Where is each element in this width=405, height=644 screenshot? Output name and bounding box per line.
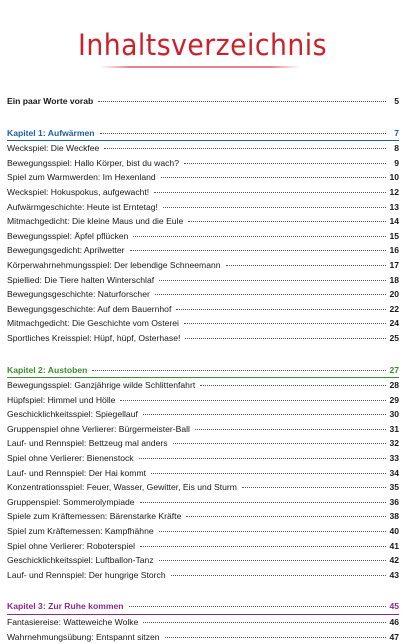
toc-entry-label: Spiel ohne Verlierer: Roboterspiel [7, 540, 136, 551]
toc-entry-row[interactable] [7, 436, 399, 451]
toc-page-number: 41 [389, 540, 399, 551]
toc-entry-label: Weckspiel: Die Weckfee [7, 143, 100, 154]
dot-leader [140, 540, 386, 547]
toc-page-number: 15 [389, 230, 399, 241]
toc-page-number: 14 [389, 216, 399, 227]
toc-page-number: 32 [389, 438, 399, 449]
chapter-heading-label: Kapitel 3: Zur Ruhe kommen [7, 601, 124, 612]
toc-page-number: 16 [389, 245, 399, 256]
chapter-page-number: 45 [389, 601, 399, 612]
toc-entry-row[interactable] [7, 509, 399, 524]
dot-leader [176, 303, 386, 310]
dot-leader [159, 554, 386, 561]
toc-entry-label: Mitmachgedicht: Die Geschichte vom Osterei [7, 318, 179, 329]
toc-entry-row[interactable] [7, 156, 399, 171]
page-title: Inhaltsverzeichnis [78, 28, 327, 62]
toc-entry-label: Geschicklichkeitsspiel: Luftballon-Tanz [7, 555, 154, 566]
dot-leader [130, 244, 386, 251]
chapter-heading-row[interactable] [7, 599, 399, 614]
dot-leader [159, 525, 386, 532]
dot-leader [98, 95, 386, 102]
toc-entry-label: Fantasiereise: Watteweiche Wolke [7, 617, 139, 627]
toc-page-number: 28 [389, 380, 399, 391]
toc-entry-label: Konzentrationsspiel: Feuer, Wasser, Gewitter, Eis und Sturm [7, 482, 237, 493]
toc-entry-row[interactable] [7, 258, 399, 273]
toc-entry-row[interactable] [7, 302, 399, 317]
toc-entry-row[interactable] [7, 378, 399, 393]
dot-leader [151, 467, 386, 474]
toc-page-number: 46 [389, 617, 399, 627]
toc-entry-label: Bewegungsspiel: Äpfel pflücken [7, 230, 129, 241]
toc-entry-label: Weckspiel: Hokuspokus, aufgewacht! [7, 186, 150, 197]
toc-entry-label: Wahrnehmungsübung: Entspannt sitzen [7, 631, 160, 642]
chapter-entries [7, 378, 399, 582]
dot-leader [140, 496, 386, 503]
toc-entry-label: Spiellied: Die Tiere halten Winterschlaf [7, 274, 155, 285]
toc-entry-label: Bewegungsgeschichte: Naturforscher [7, 289, 150, 300]
dot-leader [139, 452, 386, 459]
toc-entry-row[interactable] [7, 229, 399, 244]
toc-entry-row[interactable] [7, 630, 399, 644]
dot-leader [154, 186, 386, 193]
dot-leader [242, 481, 386, 488]
toc-entry-label: Lauf- und Rennspiel: Der hungrige Storch [7, 569, 166, 580]
toc-entry-row[interactable] [7, 243, 399, 258]
dot-leader [104, 142, 386, 149]
dot-leader [195, 423, 386, 430]
dot-leader [161, 171, 386, 178]
toc-section-1 [7, 125, 399, 346]
toc-page-number: 25 [389, 332, 399, 343]
chapter-page-number: 27 [389, 364, 399, 375]
toc-page-number: 31 [389, 423, 399, 434]
toc-page-number: 8 [394, 143, 399, 154]
toc-entry-label: Gruppenspiel ohne Verlierer: Bürgermeister-Ball [7, 423, 190, 434]
toc-entry-label: Sportliches Kreisspiel: Hüpf, hüpf, Osterhase! [7, 332, 181, 343]
toc-page-number: 29 [389, 394, 399, 405]
toc-entry-label: Bewegungsspiel: Hallo Körper, bist du wach? [7, 157, 179, 168]
toc-intro-row[interactable] [7, 94, 399, 109]
table-of-contents [7, 94, 399, 644]
toc-entry-row[interactable] [7, 185, 399, 200]
toc-page-number: 47 [389, 631, 399, 642]
dot-leader [171, 569, 386, 576]
toc-page-number: 36 [389, 496, 399, 507]
toc-entry-row[interactable] [7, 331, 399, 346]
toc-entry-row[interactable] [7, 524, 399, 539]
toc-entry-row[interactable] [7, 466, 399, 481]
toc-entry-row[interactable] [7, 141, 399, 156]
dot-leader [143, 616, 386, 623]
toc-page-number: 43 [389, 569, 399, 580]
toc-entry-row[interactable] [7, 407, 399, 422]
title-underline [100, 66, 300, 68]
section-gap [7, 582, 399, 598]
toc-page-number: 38 [389, 511, 399, 522]
toc-entry-row[interactable] [7, 200, 399, 215]
dot-leader [200, 379, 386, 386]
chapter-heading-label: Kapitel 1: Aufwärmen [7, 127, 95, 138]
toc-page-number: 9 [394, 157, 399, 168]
dot-leader [155, 288, 386, 295]
chapter-heading-row[interactable] [7, 126, 399, 141]
dot-leader [133, 230, 386, 237]
toc-entry-row[interactable] [7, 170, 399, 185]
toc-entry-label: Lauf- und Rennspiel: Der Hai kommt [7, 467, 146, 478]
toc-entry-label: Körperwahrnehmungsspiel: Der lebendige Schneemann [7, 259, 221, 270]
dot-leader [129, 600, 386, 607]
toc-entry-row[interactable] [7, 539, 399, 554]
toc-page-number: 34 [389, 467, 399, 478]
toc-section-3 [7, 598, 399, 644]
toc-entry-label: Spiele zum Kräftemessen: Bärenstarke Kräfte [7, 511, 182, 522]
toc-entry-row[interactable] [7, 287, 399, 302]
toc-entry-label: Geschicklichkeitsspiel: Spiegellauf [7, 409, 138, 420]
chapter-entries [7, 615, 399, 644]
toc-entry-row[interactable] [7, 495, 399, 510]
dot-leader [159, 274, 386, 281]
toc-page-number: 22 [389, 303, 399, 314]
toc-entry-row[interactable] [7, 316, 399, 331]
toc-page-number: 24 [389, 318, 399, 329]
toc-section-2 [7, 362, 399, 583]
toc-page-number: 35 [389, 482, 399, 493]
dot-leader [163, 201, 386, 208]
toc-page-number: 10 [389, 172, 399, 183]
toc-entry-row[interactable] [7, 451, 399, 466]
toc-entry-label: Spiel ohne Verlierer: Bienenstock [7, 453, 134, 464]
chapter-heading-label: Kapitel 2: Austoben [7, 364, 88, 375]
toc-page-number: 17 [389, 259, 399, 270]
chapter-heading-row[interactable] [7, 363, 399, 378]
toc-entry-label: Lauf- und Rennspiel: Bettzeug mal anders [7, 438, 168, 449]
toc-entry-label: Bewegungsgedicht: Aprilwetter [7, 245, 125, 256]
toc-entry-label: Spiel zum Kräftemessen: Kampfhähne [7, 526, 154, 537]
toc-entry-row[interactable] [7, 393, 399, 408]
toc-entry-row[interactable] [7, 553, 399, 568]
dot-leader [188, 215, 386, 222]
dot-leader [165, 631, 386, 638]
toc-entry-row[interactable] [7, 422, 399, 437]
dot-leader [173, 437, 386, 444]
dot-leader [186, 510, 386, 517]
chapter-entries [7, 141, 399, 345]
toc-entry-row[interactable] [7, 615, 399, 630]
toc-page-number: 12 [389, 186, 399, 197]
toc-page-number: 20 [389, 289, 399, 300]
chapter-page-number: 7 [394, 127, 399, 138]
toc-entry-label: Ein paar Worte vorab [7, 96, 94, 106]
toc-entry-row[interactable] [7, 480, 399, 495]
toc-page-number: 42 [389, 555, 399, 566]
dot-leader [100, 127, 386, 134]
section-gap [7, 346, 399, 362]
toc-entry-label: Aufwärmgeschichte: Heute ist Erntetag! [7, 201, 158, 212]
toc-entry-row[interactable] [7, 273, 399, 288]
dot-leader [184, 157, 386, 164]
dot-leader [143, 408, 386, 415]
toc-entry-label: Bewegungsgeschichte: Auf dem Bauernhof [7, 303, 172, 314]
toc-page-number: 5 [394, 96, 399, 106]
toc-page-number: 40 [389, 526, 399, 537]
toc-sections [7, 125, 399, 644]
toc-entry-row[interactable] [7, 214, 399, 229]
toc-page-number: 33 [389, 453, 399, 464]
dot-leader [120, 394, 386, 401]
toc-entry-label: Hüpfspiel: Himmel und Hölle [7, 394, 116, 405]
toc-entry-label: Gruppenspiel: Sommerolympiade [7, 496, 135, 507]
toc-entry-label: Spiel zum Warmwerden: Im Hexenland [7, 172, 156, 183]
dot-leader [226, 259, 386, 266]
toc-entry-label: Mitmachgedicht: Die kleine Maus und die Eule [7, 216, 184, 227]
toc-entry-row[interactable] [7, 568, 399, 583]
dot-leader [184, 317, 386, 324]
dot-leader [92, 364, 386, 371]
toc-entry-label: Bewegungsspiel: Ganzjährige wilde Schlittenfahrt [7, 380, 196, 391]
toc-page-number: 30 [389, 409, 399, 420]
toc-page-number: 13 [389, 201, 399, 212]
dot-leader [185, 332, 386, 339]
toc-page-number: 18 [389, 274, 399, 285]
